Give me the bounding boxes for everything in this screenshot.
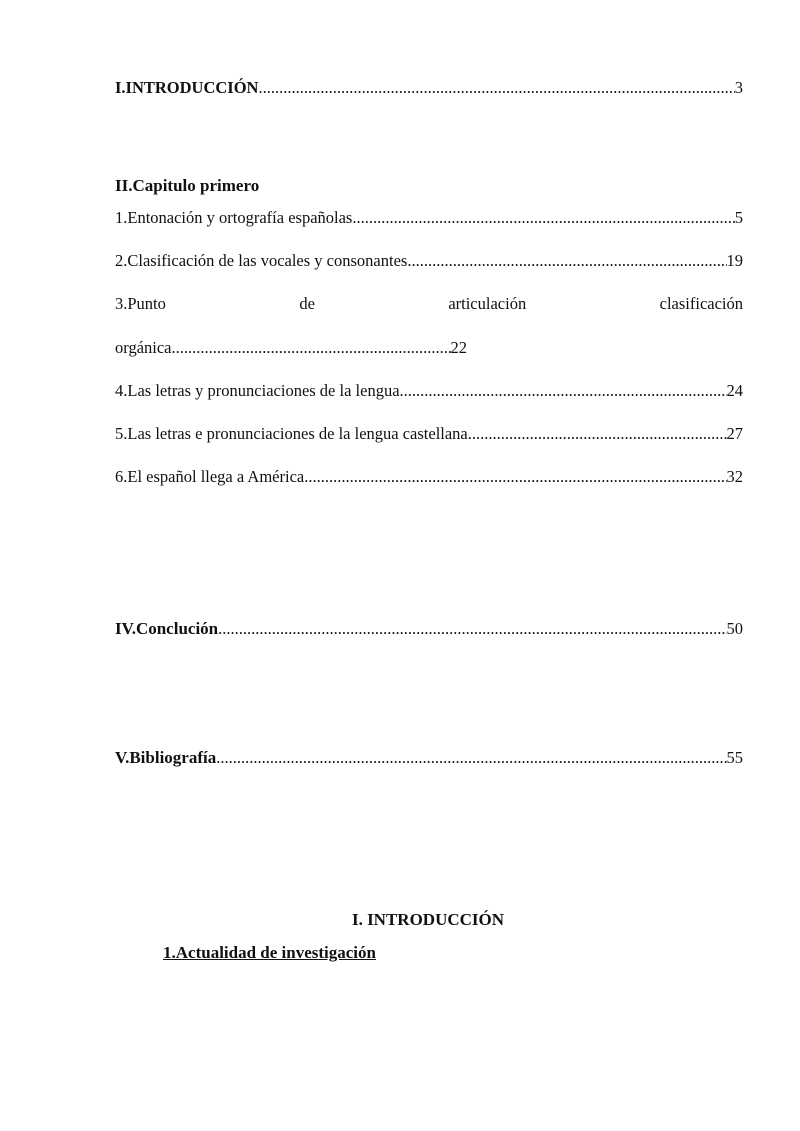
toc-page-number: 22 bbox=[450, 338, 468, 357]
toc-entry-label: V.Bibliografía bbox=[115, 748, 217, 767]
toc-dot-leader bbox=[258, 78, 734, 98]
subsection-title: 1.Actualidad de investigación bbox=[163, 943, 376, 962]
toc-entry-3[interactable] bbox=[115, 294, 743, 314]
toc-page-number: 32 bbox=[726, 467, 743, 486]
toc-entry-bibliography[interactable] bbox=[115, 748, 743, 768]
toc-entry-introduccion[interactable] bbox=[115, 78, 743, 98]
toc-entry-5[interactable] bbox=[115, 424, 743, 444]
toc-entry-conclusion[interactable] bbox=[115, 619, 743, 639]
toc-entry-6[interactable] bbox=[115, 467, 743, 487]
toc-page-number: 27 bbox=[726, 424, 743, 443]
toc-entry-word: articulación bbox=[448, 294, 527, 313]
toc-dot-leader bbox=[216, 748, 726, 768]
toc-dot-leader bbox=[400, 381, 727, 401]
toc-page-number: 55 bbox=[726, 748, 743, 767]
toc-dot-leader bbox=[352, 208, 734, 228]
toc-page-number: 24 bbox=[726, 381, 743, 400]
toc-entry-label: 2.Clasificación de las vocales y consonantes bbox=[115, 251, 408, 270]
toc-chapter-heading: II.Capitulo primero bbox=[115, 176, 260, 195]
toc-entry-label: 6.El español llega a América bbox=[115, 467, 305, 486]
toc-dot-leader bbox=[407, 251, 726, 271]
toc-page-number: 5 bbox=[734, 208, 743, 227]
toc-entry-label: 1.Entonación y ortografía españolas bbox=[115, 208, 353, 227]
toc-entry-label: 5.Las letras e pronunciaciones de la lengua castellana bbox=[115, 424, 468, 443]
toc-dot-leader bbox=[172, 338, 451, 358]
toc-entry-word: clasificación bbox=[659, 294, 743, 313]
toc-entry-word: de bbox=[299, 294, 315, 313]
toc-entry-3-continuation[interactable] bbox=[115, 338, 743, 358]
toc-entry-4[interactable] bbox=[115, 381, 743, 401]
toc-dot-leader bbox=[468, 424, 727, 444]
toc-entry-label: orgánica bbox=[115, 338, 172, 357]
section-title: I. INTRODUCCIÓN bbox=[351, 910, 505, 929]
toc-page-number: 19 bbox=[726, 251, 743, 270]
toc-entry-word: 3.Punto bbox=[115, 294, 166, 313]
toc-page-number: 3 bbox=[734, 78, 743, 97]
toc-entry-2[interactable] bbox=[115, 251, 743, 271]
toc-page-number: 50 bbox=[726, 619, 743, 638]
toc-entry-label: 4.Las letras y pronunciaciones de la lengua bbox=[115, 381, 400, 400]
toc-entry-label: IV.Conclución bbox=[115, 619, 219, 638]
toc-entry-1[interactable] bbox=[115, 208, 743, 228]
toc-dot-leader bbox=[304, 467, 726, 487]
toc-dot-leader bbox=[218, 619, 726, 639]
toc-entry-label: I.INTRODUCCIÓN bbox=[115, 78, 259, 97]
